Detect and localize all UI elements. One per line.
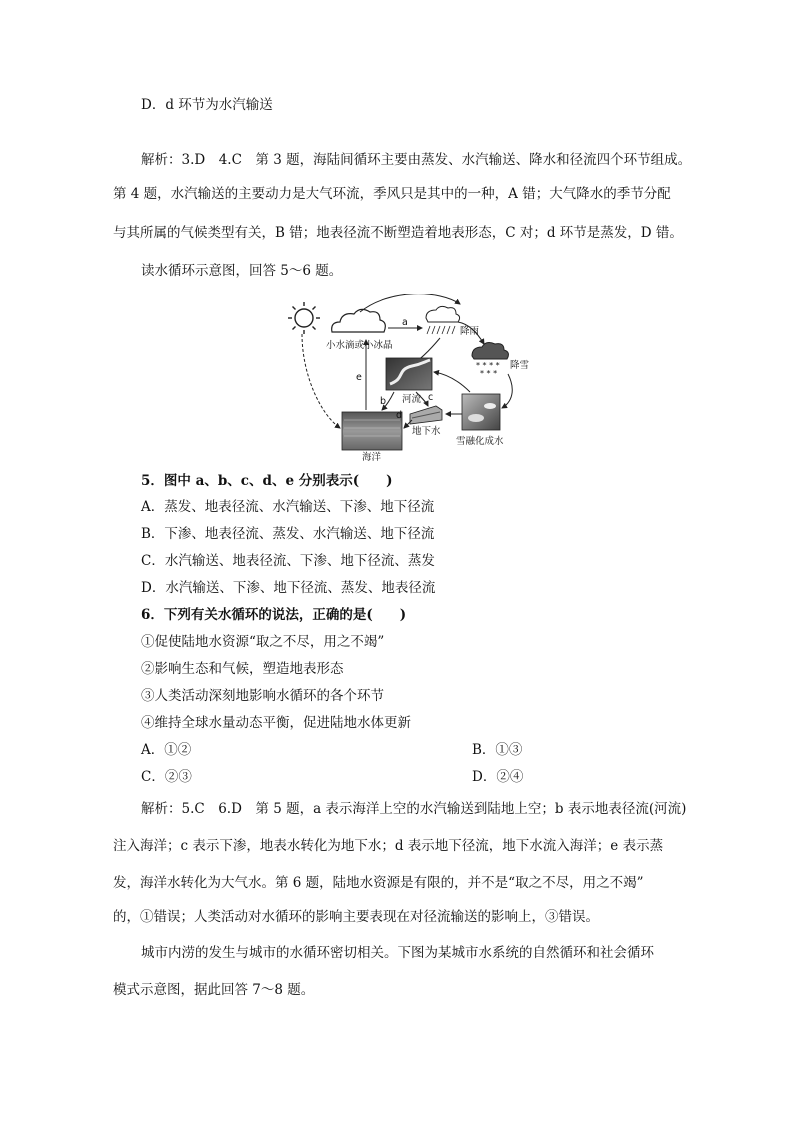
water-cycle-diagram [280, 294, 540, 462]
snowmelt-image [462, 394, 500, 430]
analysis-3-4-line1: 解析：3.D 4.C 第 3 题，海陆间循环主要由蒸发、水汽输送、降水和径流四个环节组成。 [141, 152, 692, 168]
analysis-3-4-line2: 第 4 题，水汽输送的主要动力是大气环流，季风只是其中的一种，A 错；大气降水的季节分配 [113, 186, 671, 202]
label-snowmelt: 雪融化成水 [456, 436, 504, 447]
q4-option-d: D．d 环节为水汽输送 [141, 97, 273, 113]
ocean-image [342, 412, 402, 450]
q5-option-a: A．蒸发、地表径流、水汽输送、下渗、地下径流 [141, 499, 435, 515]
label-a: a [402, 317, 408, 328]
q5-option-b: B．下渗、地表径流、蒸发、水汽输送、地下径流 [141, 526, 435, 542]
label-e: e [356, 372, 362, 383]
q5-option-d: D．水汽输送、下渗、地下径流、蒸发、地表径流 [141, 580, 436, 596]
intro-questions-5-6: 读水循环示意图，回答 5～6 题。 [141, 263, 343, 279]
analysis-3-4-line3: 与其所属的气候类型有关，B 错；地表径流不断塑造着地表形态，C 对；d 环节是蒸发，D 错。 [113, 225, 683, 241]
snow-cloud-icon [472, 343, 508, 378]
label-snow: 降雪 [510, 360, 530, 371]
analysis-5-6-line4: 的，①错误；人类活动对水循环的影响主要表现在对径流输送的影响上，③错误。 [113, 909, 599, 925]
groundwater-image [410, 406, 442, 424]
label-d: d [396, 410, 403, 421]
river-image [386, 358, 432, 390]
cloud-icon [332, 309, 386, 332]
q6-item-2: ②影响生态和气候，塑造地表形态 [141, 661, 344, 677]
intro-questions-7-8-line1: 城市内涝的发生与城市的水循环密切相关。下图为某城市水系统的自然循环和社会循环 [141, 945, 654, 961]
q6-item-3: ③人类活动深刻地影响水循环的各个环节 [141, 688, 384, 704]
svg-text:* * * *: * * * * [476, 361, 500, 370]
q6-option-d: D．②④ [472, 769, 524, 785]
analysis-5-6-line2: 注入海洋；c 表示下渗，地表水转化为地下水；d 表示地下径流，地下水流入海洋；e 表示蒸 [113, 838, 664, 854]
label-river: 河流 [402, 394, 422, 405]
label-c: c [428, 392, 434, 403]
q6-option-c: C．②③ [141, 769, 192, 785]
label-groundwater: 地下水 [412, 426, 441, 437]
q6-option-a: A．①② [141, 742, 192, 758]
q6-item-1: ①促使陆地水资源“取之不尽，用之不竭” [141, 634, 385, 650]
analysis-5-6-line3: 发，海洋水转化为大气水。第 6 题，陆地水资源是有限的，并不是“取之不尽，用之不竭” [113, 875, 644, 891]
label-ocean: 海洋 [362, 452, 382, 462]
rain-cloud-icon [426, 306, 460, 334]
intro-questions-7-8-line2: 模式示意图，据此回答 7～8 题。 [113, 982, 315, 998]
svg-text:* * *: * * * [480, 369, 498, 378]
q6-option-b: B．①③ [472, 742, 523, 758]
q6-stem: 6．下列有关水循环的说法，正确的是( ) [141, 607, 407, 623]
q6-item-4: ④维持全球水量动态平衡，促进陆地水体更新 [141, 715, 411, 731]
q5-option-c: C．水汽输送、地表径流、下渗、地下径流、蒸发 [141, 553, 435, 569]
label-rain: 降雨 [460, 326, 480, 337]
sun-icon [288, 302, 320, 334]
q5-stem: 5．图中 a、b、c、d、e 分别表示( ) [141, 473, 393, 489]
analysis-5-6-line1: 解析：5.C 6.D 第 5 题，a 表示海洋上空的水汽输送到陆地上空；b 表示地表径流(河流) [141, 801, 687, 817]
label-cloud: 小水滴或小冰晶 [326, 340, 393, 351]
label-b: b [380, 396, 387, 407]
